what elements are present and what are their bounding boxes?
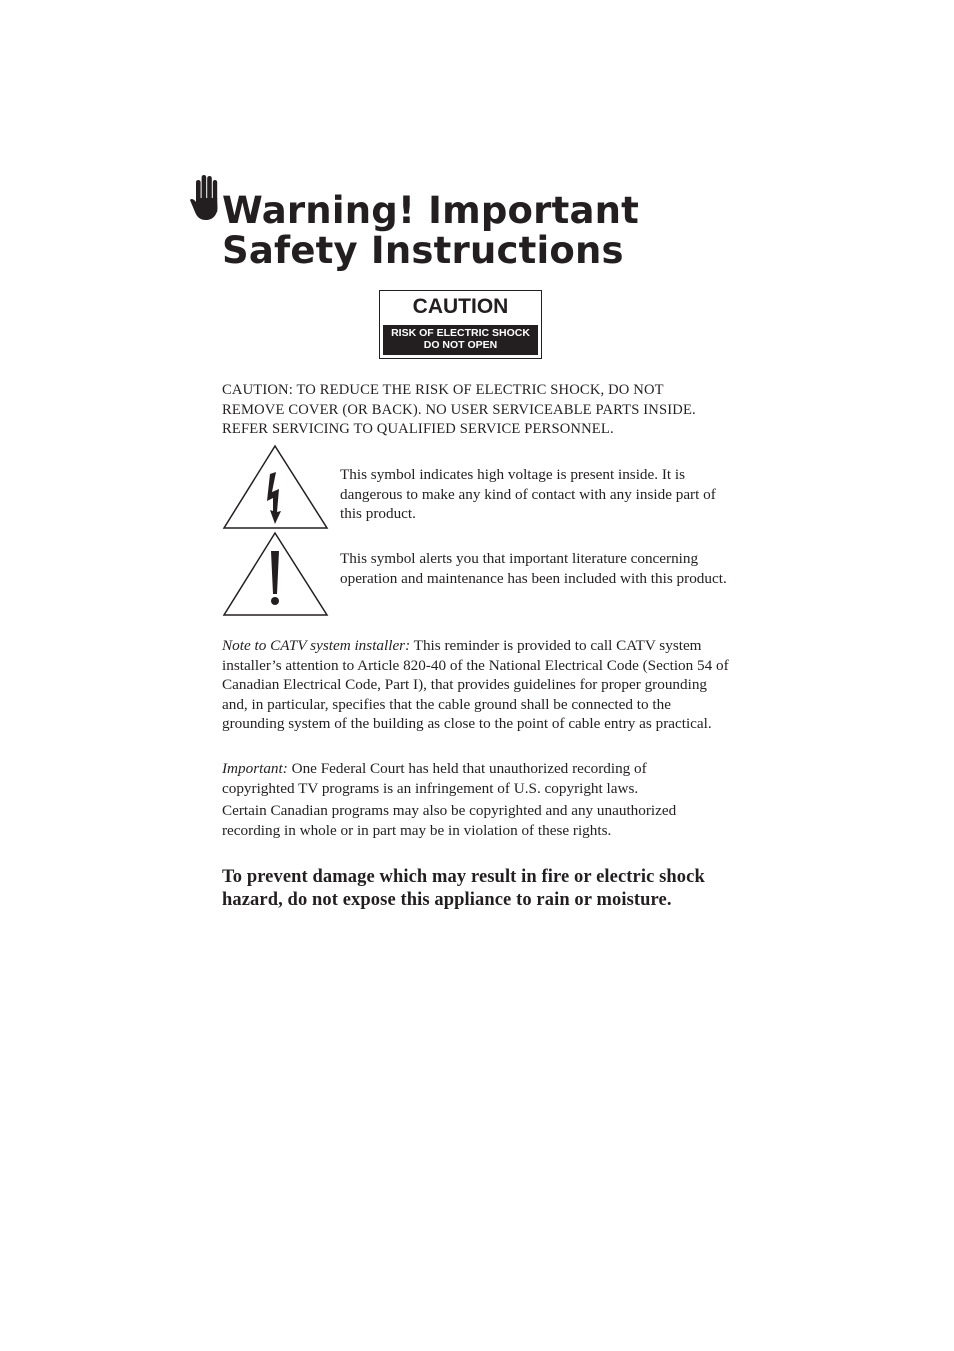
exclamation-triangle-icon — [222, 531, 330, 617]
caution-statement-line: REMOVE COVER (OR BACK). NO USER SERVICEABLE PARTS INSIDE. — [222, 401, 696, 418]
page-title-line-2: Safety Instructions — [222, 229, 624, 272]
caution-heading: CAUTION — [412, 295, 509, 318]
important-note — [222, 759, 782, 798]
literature-description — [340, 549, 780, 588]
text-line: To prevent damage which may result in fire or electric shock — [222, 867, 705, 887]
lightning-triangle-icon — [222, 444, 330, 530]
high-voltage-description — [340, 465, 780, 524]
text-line: Certain Canadian programs may also be copyrighted and any unauthorized — [222, 802, 677, 819]
text-line: and, in particular, specifies that the cable ground shall be connected to the — [222, 695, 671, 713]
text-line: operation and maintenance has been included with this product. — [340, 569, 727, 587]
important-note-first-line: One Federal Court has held that unauthorized recording of — [287, 760, 647, 777]
caution-statement-line: CAUTION: TO REDUCE THE RISK OF ELECTRIC SHOCK, DO NOT — [222, 382, 664, 398]
caution-label — [379, 290, 542, 359]
caution-band-line-1: RISK OF ELECTRIC SHOCK — [391, 327, 530, 339]
text-line: grounding system of the building as close to the point of cable entry as practical. — [222, 715, 712, 732]
moisture-warning — [222, 866, 782, 911]
catv-note-first-line: This reminder is provided to call CATV system — [410, 637, 702, 654]
text-line: hazard, do not expose this appliance to rain or moisture. — [222, 889, 672, 910]
text-line: recording in whole or in part may be in violation of these rights. — [222, 821, 612, 839]
catv-installer-note — [222, 636, 782, 734]
caution-band-line-2: DO NOT OPEN — [423, 338, 498, 351]
text-line: installer’s attention to Article 820-40 of the National Electrical Code (Section 54 of — [222, 656, 729, 674]
text-line: dangerous to make any kind of contact with any inside part of — [340, 485, 716, 503]
important-note-lead: Important: — [222, 760, 288, 777]
text-line — [222, 636, 782, 656]
text-line — [222, 759, 782, 779]
text-line: copyrighted TV programs is an infringement of U.S. copyright laws. — [222, 779, 639, 797]
caution-statement-line: REFER SERVICING TO QUALIFIED SERVICE PERSONNEL. — [222, 421, 614, 438]
text-line: This symbol alerts you that important literature concerning — [340, 550, 699, 567]
text-line: Canadian Electrical Code, Part I), that provides guidelines for proper grounding — [222, 676, 708, 693]
catv-note-lead: Note to CATV system installer: — [222, 637, 411, 654]
text-line: this product. — [340, 505, 416, 522]
caution-band — [383, 325, 538, 355]
hand-icon — [189, 174, 223, 222]
caution-statement — [222, 381, 782, 440]
canadian-note — [222, 801, 782, 840]
page-title-line-1: Warning! Important — [222, 189, 640, 232]
text-line: This symbol indicates high voltage is present inside. It is — [340, 466, 686, 483]
